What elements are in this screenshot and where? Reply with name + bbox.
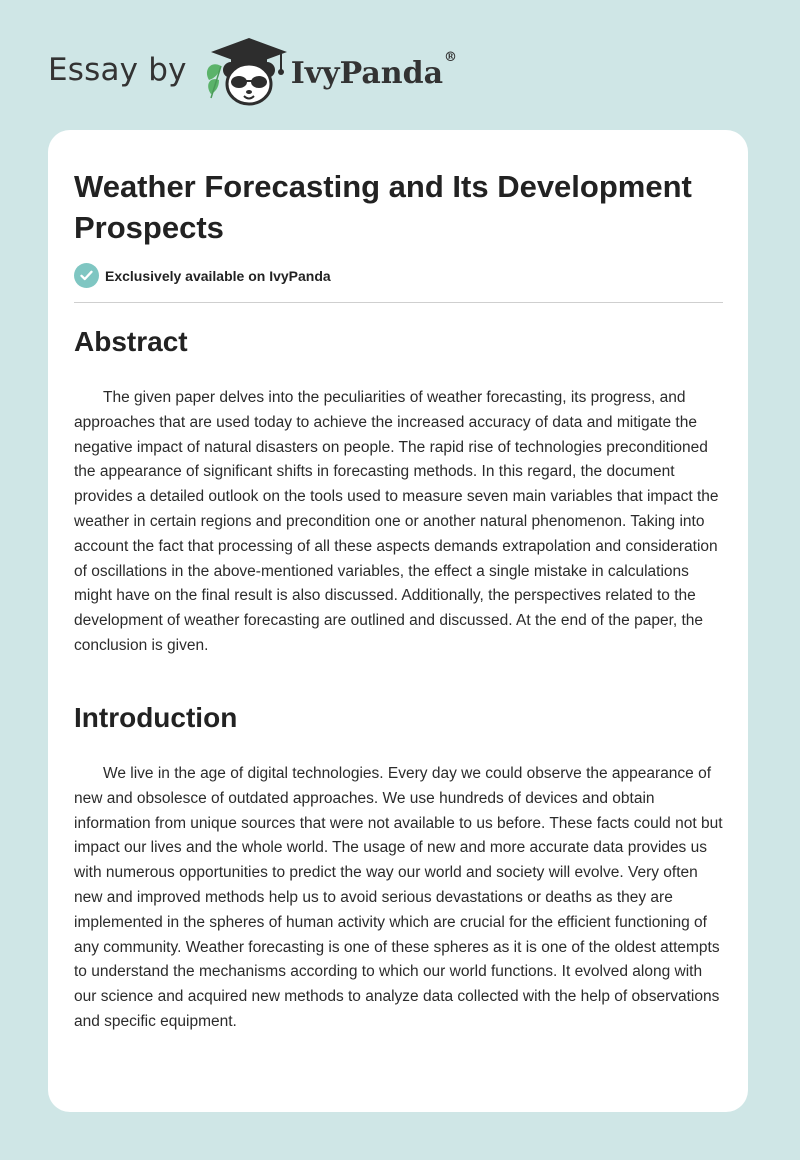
divider <box>74 302 723 303</box>
essay-by-label: Essay by <box>48 52 187 88</box>
brand-logo[interactable] <box>290 49 458 91</box>
registered-mark: ® <box>444 49 458 65</box>
check-icon <box>74 263 99 288</box>
abstract-heading: Abstract <box>74 326 188 357</box>
page-title: Weather Forecasting and Its Development Prospects <box>74 169 692 245</box>
badge-text: Exclusively available on IvyPanda <box>105 267 331 284</box>
site-header <box>48 36 457 108</box>
panda-logo-icon[interactable] <box>201 36 297 108</box>
essay-card <box>48 130 748 1112</box>
introduction-heading: Introduction <box>74 702 238 733</box>
abstract-paragraph: The given paper delves into the peculiarities of weather forecasting, its progress, and approaches that are used today to achieve the increased accuracy of data and mitigate the negative impact of natural disasters on people. The rapid rise of technologies preconditioned the appearance of significant shifts in forecasting methods. In this regard, the document provides a detailed outlook on the tools used to measure seven main variables that impact the weather in certain regions and precondition one or another natural phenomenon. Taking into account the fact that processing of all these aspects demands extrapolation and consideration of oscillations in the above-mentioned variables, the effect a single mistake in calculations might have on the final result is also discussed. Additionally, the perspectives related to the development of weather forecasting are outlined and discussed. At the end of the paper, the conclusion is given. <box>74 389 719 654</box>
introduction-paragraph: We live in the age of digital technologies. Every day we could observe the appearance of new and obsolesce of outdated approaches. We use hundreds of devices and obtain information from unique sources that were not available to us before. These facts could not but impact our lives and the whole world. The usage of new and more accurate data provides us with numerous opportunities to predict the way our world and society will evolve. Very often new and improved methods help us to avoid serious devastations or deaths as they are implemented in the spheres of human activity which are crucial for the efficient functioning of any community. Weather forecasting is one of these spheres as it is one of the oldest attempts to understand the mechanisms according to which our world functions. It evolved along with our science and acquired new methods to analyze data collected with the help of observations and specific equipment. <box>74 765 723 1030</box>
brand-name: IvyPanda <box>290 55 444 91</box>
exclusive-badge <box>74 263 331 288</box>
